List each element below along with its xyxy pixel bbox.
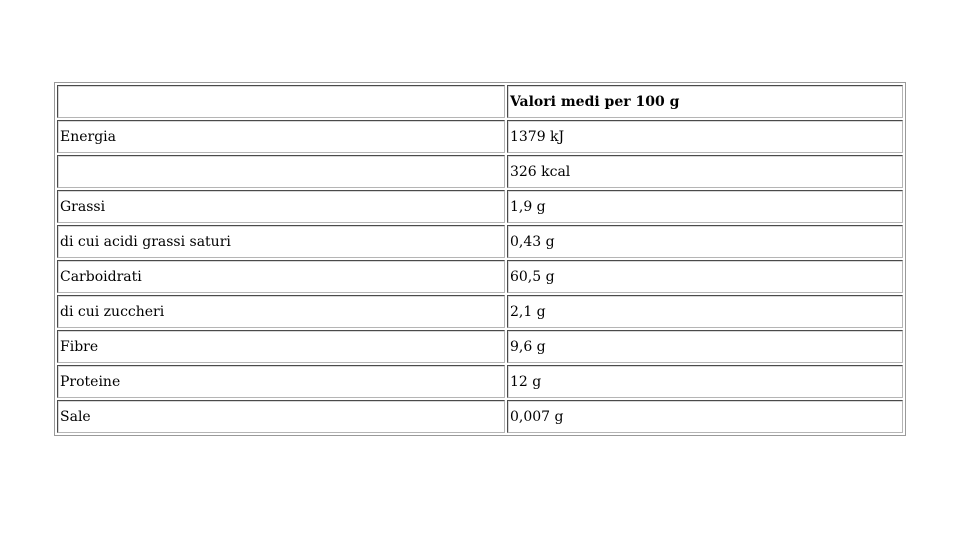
row-value: 326 kcal <box>507 155 903 188</box>
row-value: 2,1 g <box>507 295 903 328</box>
row-label: Sale <box>57 400 505 433</box>
row-value: 1,9 g <box>507 190 903 223</box>
row-value: 9,6 g <box>507 330 903 363</box>
header-value-cell: Valori medi per 100 g <box>507 85 903 118</box>
row-label: Fibre <box>57 330 505 363</box>
table-row <box>57 225 903 258</box>
row-value: 0,43 g <box>507 225 903 258</box>
row-label <box>57 155 505 188</box>
row-label: Proteine <box>57 365 505 398</box>
header-label-cell <box>57 85 505 118</box>
row-value: 1379 kJ <box>507 120 903 153</box>
row-label: Grassi <box>57 190 505 223</box>
table-row <box>57 330 903 363</box>
row-label: Carboidrati <box>57 260 505 293</box>
table-row <box>57 400 903 433</box>
row-value: 12 g <box>507 365 903 398</box>
table-header-row <box>57 85 903 118</box>
table-row <box>57 260 903 293</box>
table-row <box>57 190 903 223</box>
row-value: 60,5 g <box>507 260 903 293</box>
table-row <box>57 295 903 328</box>
row-label: di cui zuccheri <box>57 295 505 328</box>
table-row <box>57 120 903 153</box>
row-label: di cui acidi grassi saturi <box>57 225 505 258</box>
nutrition-table <box>54 82 906 436</box>
table-row <box>57 365 903 398</box>
row-value: 0,007 g <box>507 400 903 433</box>
table-row <box>57 155 903 188</box>
row-label: Energia <box>57 120 505 153</box>
